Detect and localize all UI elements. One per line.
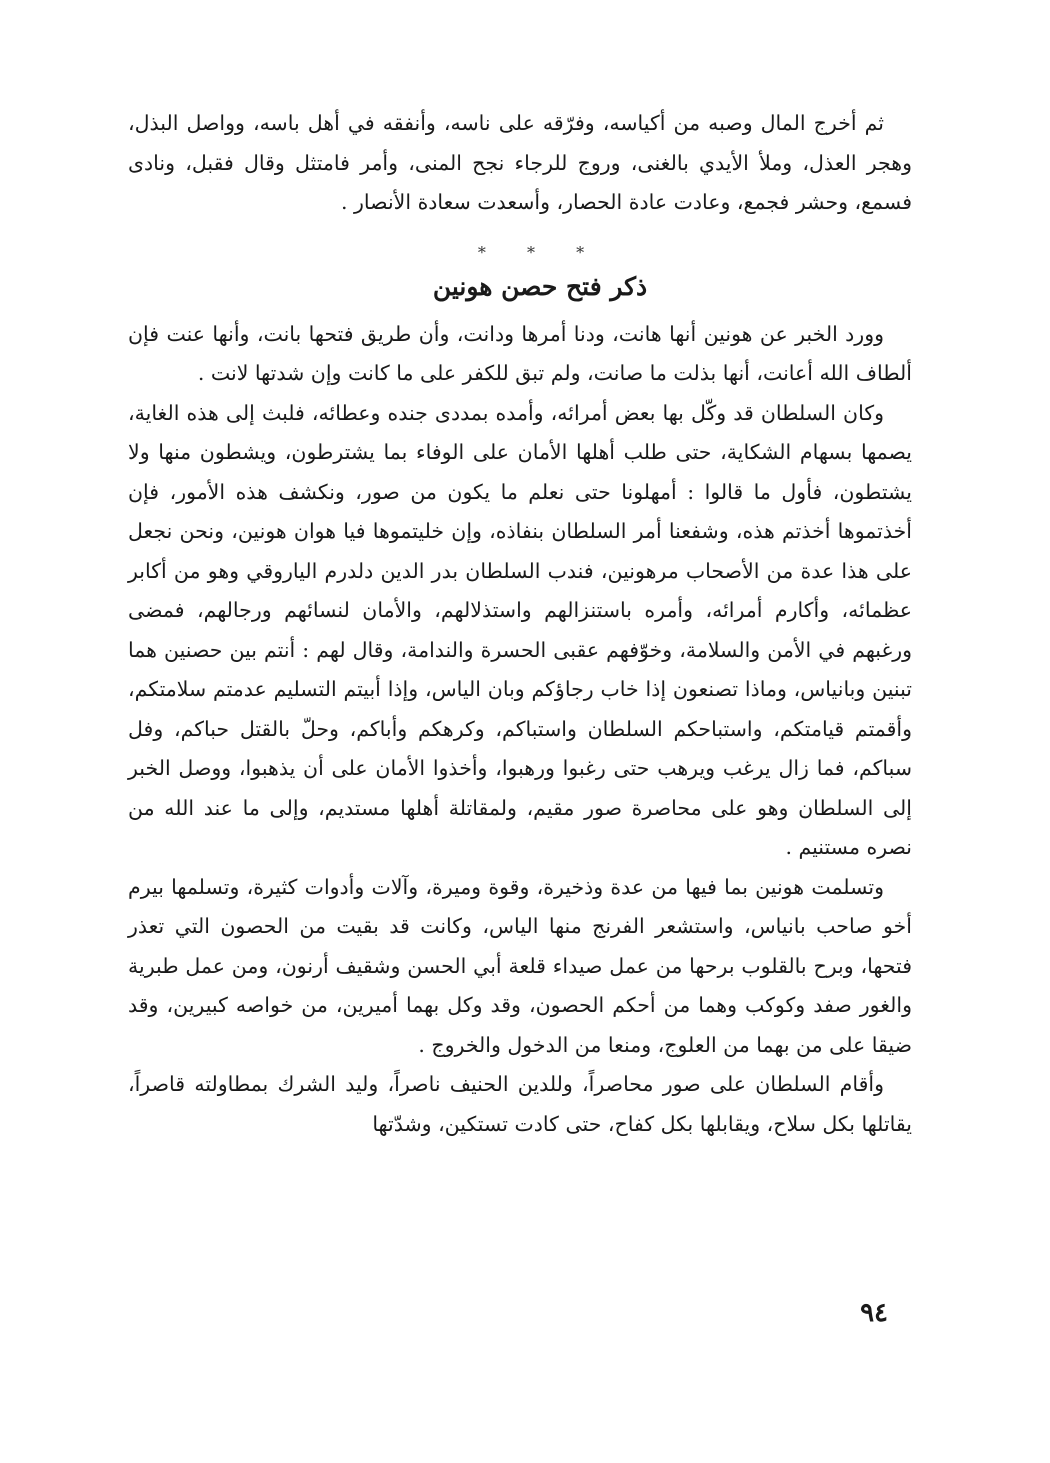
- paragraph-4: وأقام السلطان على صور محاصراً، وللدين الحنيف ناصراً، وليد الشرك بمطاولته قاصراً، يقاتلها بكل سلاح، ويقابلها بكل كفاح، حتى كادت تستكين، وشدّتها: [128, 1072, 912, 1136]
- paragraph-3: وتسلمت هونين بما فيها من عدة وذخيرة، وقوة وميرة، وآلات وأدوات كثيرة، وتسلمها بيرم أخو صاحب بانياس، واستشعر الفرنج منها الياس، وكانت قد بقيت من الحصون التي تعذر فتحها، وبرح بالقلوب برحها من عمل صيداء قلعة أبي الحسن وشقيف أرنون، ومن عمل طبرية والغور صفد وكوكب وهما من أحكم الحصون، وقد وكل بهما أميرين، من خواصه كبيرين، وقد ضيقا على من بهما من العلوج، ومنعا من الدخول والخروج .: [128, 874, 912, 1057]
- page-body: [128, 104, 912, 1144]
- section-title: ذكر فتح حصن هونين: [432, 271, 648, 301]
- paragraph-1: وورد الخبر عن هونين أنها هانت، ودنا أمرها ودانت، وأن طريق فتحها بانت، وأنها عنت فإن ألطاف الله أعانت، أنها بذلت ما صانت، ولم تبق للكفر على ما كانت وإن شدتها لانت .: [128, 321, 912, 385]
- section-separator: * * *: [477, 242, 603, 262]
- intro-paragraph: ثم أخرج المال وصبه من أكياسه، وفرّقه على ناسه، وأنفقه في أهل باسه، وواصل البذل، وهجر العذل، وملأ الأيدي بالغنى، وروج للرجاء نجح المنى، وأمر فامتثل وقال فقبل، ونادى فسمع، وحشر فجمع، وعادت عادة الحصار، وأسعدت سعادة الأنصار .: [128, 111, 912, 214]
- page-number: ٩٤: [860, 1298, 888, 1328]
- paragraph-2: وكان السلطان قد وكّل بها بعض أمرائه، وأمده بمددى جنده وعطائه، فلبث إلى هذه الغاية، يصمها بسهام الشكاية، حتى طلب أهلها الأمان على الوفاء بما يشترطون، ويشطون منها ولا يشتطون، فأول ما قالوا : أمهلونا حتى نعلم ما يكون من صور، ونكشف هذه الأمور، فإن أخذتموها أخذتم هذه، وشفعنا أمر السلطان بنفاذه، وإن خليتموها فيا هوان هونين، ونحن نجعل على هذا عدة من الأصحاب مرهونين، فندب السلطان بدر الدين دلدرم الياروقي وهو من أكابر عظمائه، وأكارم أمرائه، وأمره باستنزالهم واستذلالهم، والأمان لنسائهم ورجالهم، فمضى ورغبهم في الأمن والسلامة، وخوّفهم عقبى الحسرة والندامة، وقال لهم : أنتم بين حصنين هما تبنين وبانياس، وماذا تصنعون إذا خاب رجاؤكم وبان الياس، وإذا أبيتم التسليم عدمتم سلامتكم، وأقمتم قيامتكم، واستباحكم السلطان واستباكم، وكرهكم وأباكم، وحلّ بالقتل حباكم، وفل سباكم، فما زال يرغب ويرهب حتى رغبوا ورهبوا، وأخذوا الأمان على أن يذهبوا، ووصل الخبر إلى السلطان وهو على محاصرة صور مقيم، ولمقاتلة أهلها مستديم، وإلى ما عند الله من نصره مستنيم .: [128, 400, 912, 859]
